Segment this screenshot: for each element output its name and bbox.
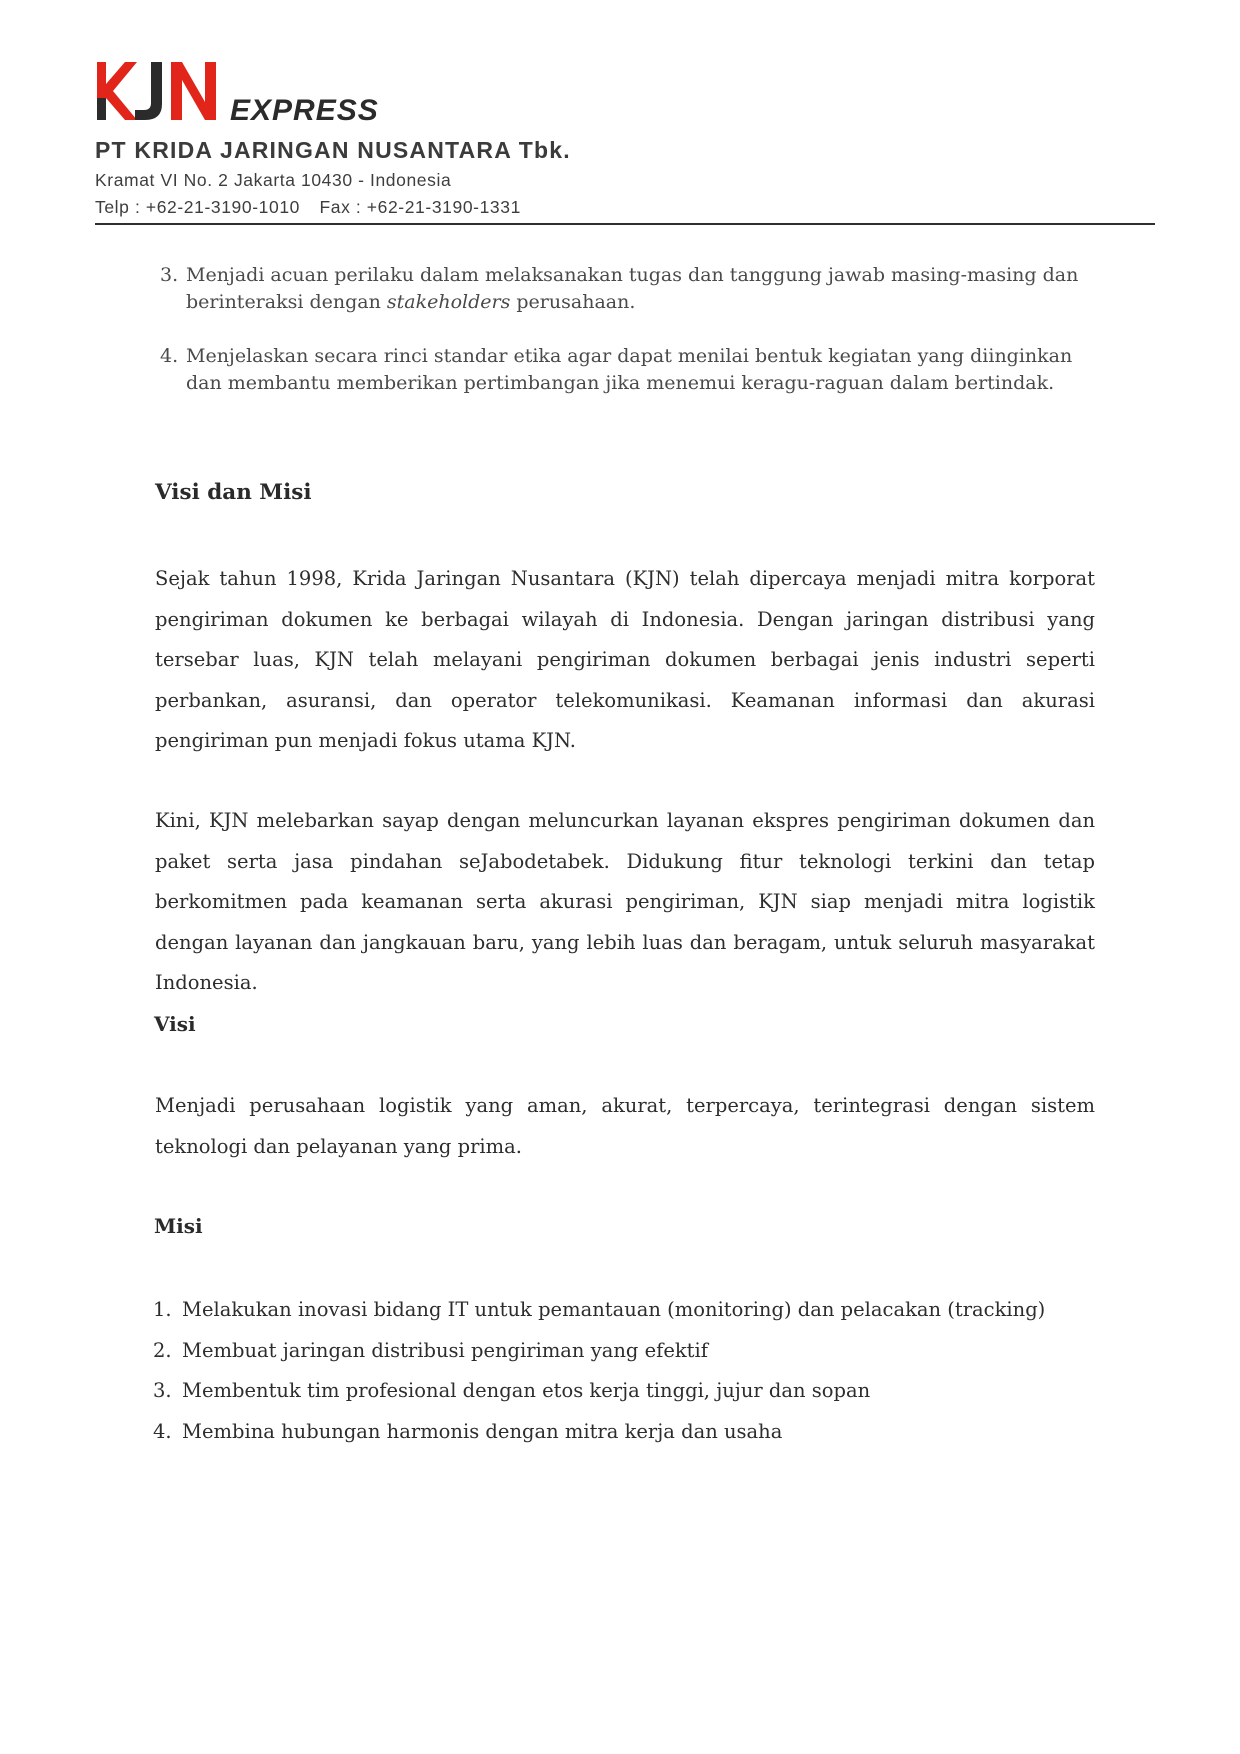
misi-list [153, 1290, 1045, 1452]
list-item: 1. Melakukan inovasi bidang IT untuk pemantauan (monitoring) dan pelacakan (tracking) [153, 1298, 1046, 1321]
list-item [160, 262, 1090, 316]
section-heading-misi: Misi [154, 1214, 203, 1238]
list-item: 4. Membina hubungan harmonis dengan mitra kerja dan usaha [153, 1419, 783, 1443]
company-contact [95, 197, 535, 218]
list-number: 4. [160, 345, 179, 367]
paragraph: Kini, KJN melebarkan sayap dengan meluncurkan layanan ekspres pengiriman dokumen dan paket serta jasa pindahan seJabodetabek. Didukung fitur teknologi terkini dan tetap berkomitmen pada keamanan serta akurasi pengiriman, KJN siap menjadi mitra logistik dengan layanan dan jangkauan baru, yang lebih luas dan beragam, untuk seluruh masyarakat Indonesia. [155, 809, 1095, 994]
header-divider [95, 223, 1155, 225]
company-address: Kramat VI No. 2 Jakarta 10430 - Indonesia [95, 170, 452, 190]
visi-text: Menjadi perusahaan logistik yang aman, akurat, terpercaya, terintegrasi dengan sistem teknologi dan pelayanan yang prima. [155, 1094, 1095, 1158]
list-number: 3. [160, 264, 179, 286]
list-text: Menjadi acuan perilaku dalam melaksanakan tugas dan tanggung jawab masing-masing dan berinteraksi dengan stakeholders perusahaan. [186, 264, 1079, 313]
section-heading-visi-misi: Visi dan Misi [155, 480, 312, 505]
fax-number: Fax : +62-21-3190-1331 [319, 197, 521, 217]
company-logo [95, 60, 385, 122]
list-item: 3. Membentuk tim profesional dengan etos kerja tinggi, jujur dan sopan [153, 1379, 871, 1402]
list-item [160, 343, 1090, 397]
list-text: Menjelaskan secara rinci standar etika agar dapat menilai bentuk kegiatan yang diinginkan dan membantu memberikan pertimbangan jika menemui keragu-raguan dalam bertindak. [186, 345, 1073, 394]
paragraph: Sejak tahun 1998, Krida Jaringan Nusantara (KJN) telah dipercaya menjadi mitra korporat pengiriman dokumen ke berbagai wilayah di Indonesia. Dengan jaringan distribusi yang tersebar luas, KJN telah melayani pengiriman dokumen berbagai jenis industri seperti perbankan, asuransi, dan operator telekomunikasi. Keamanan informasi dan akurasi pengiriman pun menjadi fokus utama KJN. [155, 567, 1095, 752]
emphasis-text: stakeholders [386, 291, 511, 313]
list-item: 2. Membuat jaringan distribusi pengiriman yang efektif [153, 1338, 708, 1362]
section-heading-visi: Visi [154, 1012, 196, 1036]
company-name: PT KRIDA JARINGAN NUSANTARA Tbk. [95, 137, 571, 163]
phone-number: Telp : +62-21-3190-1010 [95, 197, 300, 217]
logo-express-text: EXPRESS [230, 94, 379, 122]
code-of-conduct-list [160, 262, 1090, 424]
